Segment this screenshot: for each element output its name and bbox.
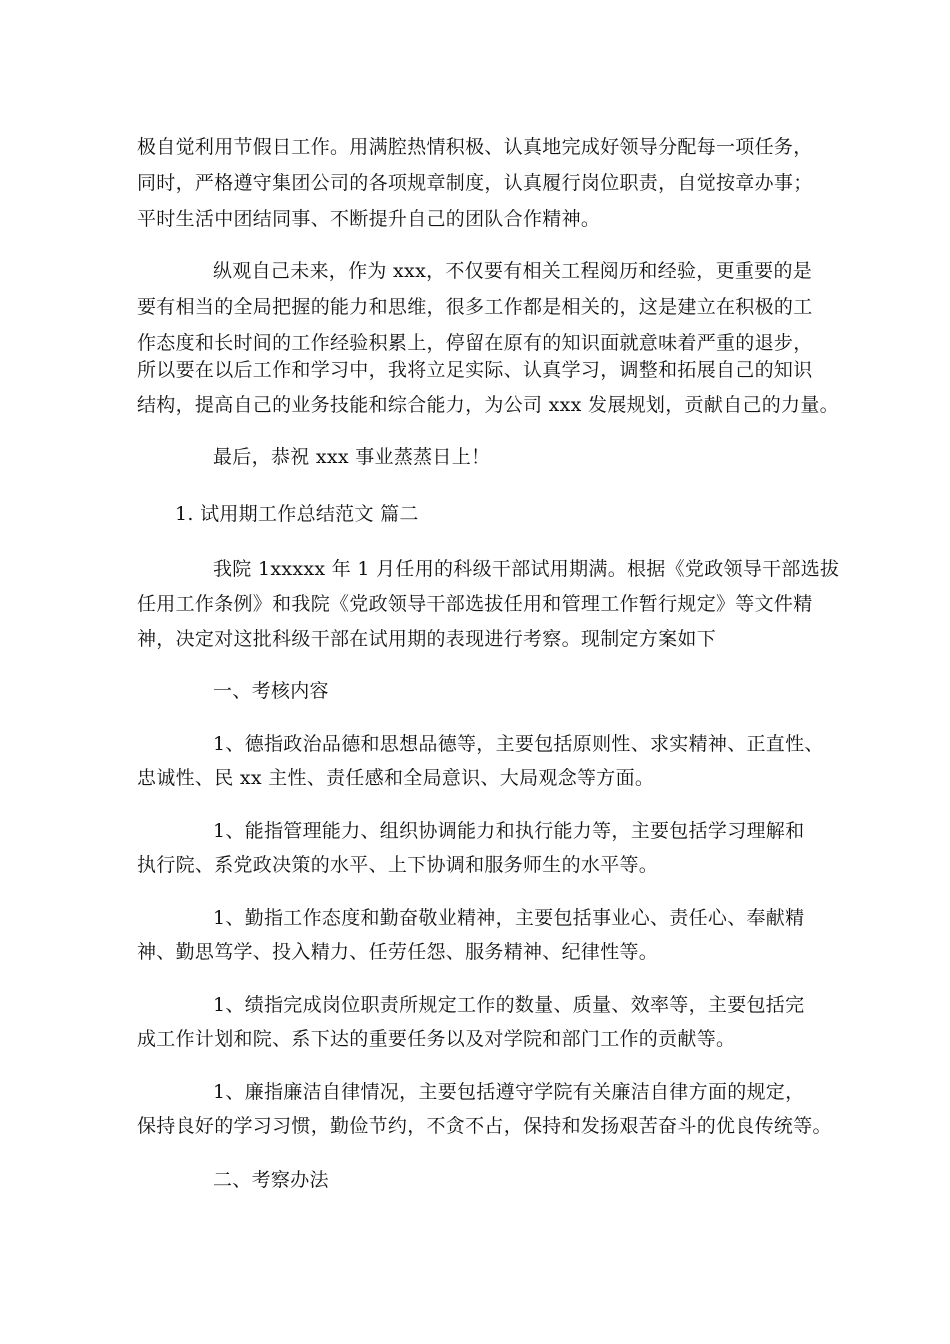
- section-heading-3: 二、考察办法: [213, 1169, 329, 1191]
- section-heading-1: 1. 试用期工作总结范文 篇二: [175, 503, 419, 525]
- paragraph-1-line-2: 同时，严格遵守集团公司的各项规章制度，认真履行岗位职责，自觉按章办事；: [137, 172, 813, 194]
- paragraph-6-line-2: 执行院、系党政决策的水平、上下协调和服务师生的水平等。: [137, 854, 659, 876]
- paragraph-2-line-2: 要有相当的全局把握的能力和思维，很多工作都是相关的，这是建立在积极的工: [137, 296, 813, 318]
- paragraph-9-line-1: 1、廉指廉洁自律情况，主要包括遵守学院有关廉洁自律方面的规定，: [213, 1081, 805, 1103]
- paragraph-2-line-1: 纵观自己未来，作为 xxx，不仅要有相关工程阅历和经验，更重要的是: [213, 260, 813, 282]
- paragraph-5-line-2: 忠诚性、民 xx 主性、责任感和全局意识、大局观念等方面。: [137, 767, 655, 789]
- section-heading-2: 一、考核内容: [213, 680, 329, 702]
- paragraph-8-line-1: 1、绩指完成岗位职责所规定工作的数量、质量、效率等，主要包括完: [213, 994, 805, 1016]
- paragraph-8-line-2: 成工作计划和院、系下达的重要任务以及对学院和部门工作的贡献等。: [137, 1028, 736, 1050]
- paragraph-2-line-5: 结构，提高自己的业务技能和综合能力，为公司 xxx 发展规划，贡献自己的力量。: [137, 394, 839, 416]
- paragraph-3-line-1: 最后，恭祝 xxx 事业蒸蒸日上！: [213, 446, 491, 468]
- paragraph-7-line-1: 1、勤指工作态度和勤奋敬业精神，主要包括事业心、责任心、奉献精: [213, 907, 805, 929]
- paragraph-5-line-1: 1、德指政治品德和思想品德等，主要包括原则性、求实精神、正直性、: [213, 733, 824, 755]
- paragraph-9-line-2: 保持良好的学习习惯，勤俭节约，不贪不占，保持和发扬艰苦奋斗的优良传统等。: [137, 1115, 832, 1137]
- paragraph-1-line-3: 平时生活中团结同事、不断提升自己的团队合作精神。: [137, 208, 601, 230]
- paragraph-4-line-3: 神，决定对这批科级干部在试用期的表现进行考察。现制定方案如下: [137, 628, 717, 650]
- paragraph-7-line-2: 神、勤思笃学、投入精力、任劳任怨、服务精神、纪律性等。: [137, 941, 659, 963]
- paragraph-6-line-1: 1、能指管理能力、组织协调能力和执行能力等，主要包括学习理解和: [213, 820, 805, 842]
- paragraph-4-line-2: 任用工作条例》和我院《党政领导干部选拔任用和管理工作暂行规定》等文件精: [137, 593, 813, 615]
- paragraph-4-line-1: 我院 1xxxxx 年 1 月任用的科级干部试用期满。根据《党政领导干部选拔: [213, 558, 840, 580]
- paragraph-1-line-1: 极自觉利用节假日工作。用满腔热情积极、认真地完成好领导分配每一项任务，: [137, 136, 813, 158]
- paragraph-2-line-3: 作态度和长时间的工作经验积累上，停留在原有的知识面就意味着严重的退步，: [137, 332, 813, 354]
- paragraph-2-line-4: 所以要在以后工作和学习中，我将立足实际、认真学习，调整和拓展自己的知识: [137, 359, 813, 381]
